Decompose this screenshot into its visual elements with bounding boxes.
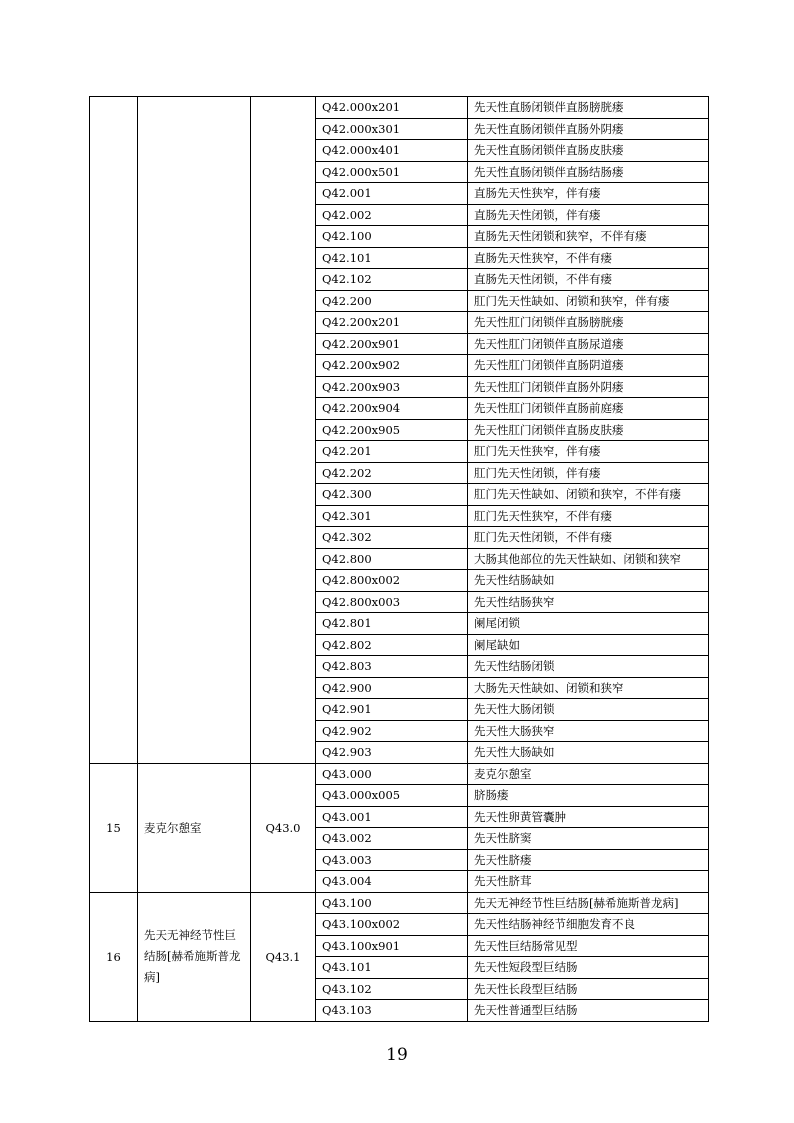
diagnosis-code: Q42.000x501 xyxy=(316,161,468,183)
diagnosis-code: Q42.801 xyxy=(316,613,468,635)
diagnosis-code: Q42.903 xyxy=(316,742,468,764)
diagnosis-code: Q42.100 xyxy=(316,226,468,248)
diagnosis-code: Q42.000x201 xyxy=(316,97,468,119)
diagnosis-code: Q43.101 xyxy=(316,957,468,979)
diagnosis-description: 先天性结肠缺如 xyxy=(468,570,709,592)
diagnosis-code: Q42.300 xyxy=(316,484,468,506)
diagnosis-code: Q43.103 xyxy=(316,1000,468,1022)
diagnosis-description: 大肠其他部位的先天性缺如、闭锁和狭窄 xyxy=(468,548,709,570)
diagnosis-description: 先天性直肠闭锁伴直肠结肠瘘 xyxy=(468,161,709,183)
diagnosis-description: 先天性结肠闭锁 xyxy=(468,656,709,678)
diagnosis-description: 先天性脐茸 xyxy=(468,871,709,893)
diagnosis-description: 先天性肛门闭锁伴直肠膀胱瘘 xyxy=(468,312,709,334)
diagnosis-code: Q42.200x902 xyxy=(316,355,468,377)
diagnosis-code: Q42.000x401 xyxy=(316,140,468,162)
diagnosis-code: Q42.200x905 xyxy=(316,419,468,441)
diagnosis-code: Q43.003 xyxy=(316,849,468,871)
diagnosis-code: Q42.800 xyxy=(316,548,468,570)
section-number: 16 xyxy=(90,892,138,1021)
diagnosis-description: 先天性结肠狭窄 xyxy=(468,591,709,613)
diagnosis-description: 直肠先天性闭锁，伴有瘘 xyxy=(468,204,709,226)
diagnosis-description: 先天性肛门闭锁伴直肠皮肤瘘 xyxy=(468,419,709,441)
diagnosis-description: 直肠先天性闭锁和狭窄，不伴有瘘 xyxy=(468,226,709,248)
diagnosis-description: 先天性肛门闭锁伴直肠前庭瘘 xyxy=(468,398,709,420)
diagnosis-code: Q43.100x901 xyxy=(316,935,468,957)
diagnosis-code: Q42.200x904 xyxy=(316,398,468,420)
diagnosis-code: Q42.202 xyxy=(316,462,468,484)
diagnosis-description: 麦克尔憩室 xyxy=(468,763,709,785)
diagnosis-code: Q43.004 xyxy=(316,871,468,893)
disease-name xyxy=(138,97,251,764)
diagnosis-code: Q43.001 xyxy=(316,806,468,828)
diagnosis-code: Q42.800x002 xyxy=(316,570,468,592)
table-row xyxy=(90,97,709,119)
disease-name: 先天无神经节性巨结肠[赫希施斯普龙病] xyxy=(138,892,251,1021)
diagnosis-code: Q43.100 xyxy=(316,892,468,914)
diagnosis-code: Q42.001 xyxy=(316,183,468,205)
diagnosis-description: 肛门先天性闭锁，不伴有瘘 xyxy=(468,527,709,549)
diagnosis-description: 先天性直肠闭锁伴直肠皮肤瘘 xyxy=(468,140,709,162)
diagnosis-code: Q42.201 xyxy=(316,441,468,463)
diagnosis-description: 直肠先天性狭窄，不伴有瘘 xyxy=(468,247,709,269)
diagnosis-description: 大肠先天性缺如、闭锁和狭窄 xyxy=(468,677,709,699)
diagnosis-description: 先天性肛门闭锁伴直肠外阴瘘 xyxy=(468,376,709,398)
diagnosis-description: 直肠先天性狭窄，伴有瘘 xyxy=(468,183,709,205)
diagnosis-description: 先天性直肠闭锁伴直肠膀胱瘘 xyxy=(468,97,709,119)
diagnosis-description: 肛门先天性狭窄，伴有瘘 xyxy=(468,441,709,463)
diagnosis-description: 先天性肛门闭锁伴直肠阴道瘘 xyxy=(468,355,709,377)
diagnosis-code: Q43.100x002 xyxy=(316,914,468,936)
diagnosis-description: 阑尾闭锁 xyxy=(468,613,709,635)
diagnosis-description: 先天性脐瘘 xyxy=(468,849,709,871)
diagnosis-description: 先天性巨结肠常见型 xyxy=(468,935,709,957)
diagnosis-code: Q42.802 xyxy=(316,634,468,656)
diagnosis-description: 肛门先天性缺如、闭锁和狭窄，伴有瘘 xyxy=(468,290,709,312)
group-code: Q43.0 xyxy=(251,763,316,892)
diagnosis-description: 先天性大肠闭锁 xyxy=(468,699,709,721)
diagnosis-description: 先天性脐窦 xyxy=(468,828,709,850)
diagnosis-code: Q42.800x003 xyxy=(316,591,468,613)
diagnosis-code: Q42.101 xyxy=(316,247,468,269)
diagnosis-description: 脐肠瘘 xyxy=(468,785,709,807)
page-number: 19 xyxy=(386,1045,408,1065)
diagnosis-description: 先天性肛门闭锁伴直肠尿道瘘 xyxy=(468,333,709,355)
diagnosis-description: 直肠先天性闭锁，不伴有瘘 xyxy=(468,269,709,291)
diagnosis-description: 先天无神经节性巨结肠[赫希施斯普龙病] xyxy=(468,892,709,914)
diagnosis-description: 先天性长段型巨结肠 xyxy=(468,978,709,1000)
diagnosis-code: Q43.102 xyxy=(316,978,468,1000)
diagnosis-description: 先天性大肠缺如 xyxy=(468,742,709,764)
diagnosis-description: 先天性普通型巨结肠 xyxy=(468,1000,709,1022)
table-row xyxy=(90,892,709,914)
diagnosis-code: Q42.000x301 xyxy=(316,118,468,140)
table-row xyxy=(90,763,709,785)
diagnosis-description: 阑尾缺如 xyxy=(468,634,709,656)
diagnosis-code: Q42.102 xyxy=(316,269,468,291)
diagnosis-description: 先天性卵黄管囊肿 xyxy=(468,806,709,828)
table-body xyxy=(90,97,709,1022)
diagnosis-code: Q42.301 xyxy=(316,505,468,527)
diagnosis-code: Q42.002 xyxy=(316,204,468,226)
diagnosis-code-table xyxy=(89,96,709,1022)
diagnosis-code: Q42.200 xyxy=(316,290,468,312)
group-code: Q43.1 xyxy=(251,892,316,1021)
section-number: 15 xyxy=(90,763,138,892)
section-number xyxy=(90,97,138,764)
diagnosis-description: 先天性短段型巨结肠 xyxy=(468,957,709,979)
diagnosis-code: Q42.902 xyxy=(316,720,468,742)
diagnosis-description: 肛门先天性狭窄，不伴有瘘 xyxy=(468,505,709,527)
diagnosis-code: Q42.900 xyxy=(316,677,468,699)
diagnosis-description: 肛门先天性缺如、闭锁和狭窄，不伴有瘘 xyxy=(468,484,709,506)
diagnosis-description: 肛门先天性闭锁，伴有瘘 xyxy=(468,462,709,484)
diagnosis-code: Q42.803 xyxy=(316,656,468,678)
diagnosis-code: Q42.901 xyxy=(316,699,468,721)
group-code xyxy=(251,97,316,764)
diagnosis-code: Q42.200x901 xyxy=(316,333,468,355)
diagnosis-code: Q42.200x201 xyxy=(316,312,468,334)
diagnosis-description: 先天性结肠神经节细胞发育不良 xyxy=(468,914,709,936)
diagnosis-code: Q42.302 xyxy=(316,527,468,549)
diagnosis-description: 先天性直肠闭锁伴直肠外阴瘘 xyxy=(468,118,709,140)
diagnosis-code: Q43.000x005 xyxy=(316,785,468,807)
diagnosis-description: 先天性大肠狭窄 xyxy=(468,720,709,742)
diagnosis-code: Q42.200x903 xyxy=(316,376,468,398)
diagnosis-code: Q43.002 xyxy=(316,828,468,850)
disease-name: 麦克尔憩室 xyxy=(138,763,251,892)
diagnosis-code: Q43.000 xyxy=(316,763,468,785)
